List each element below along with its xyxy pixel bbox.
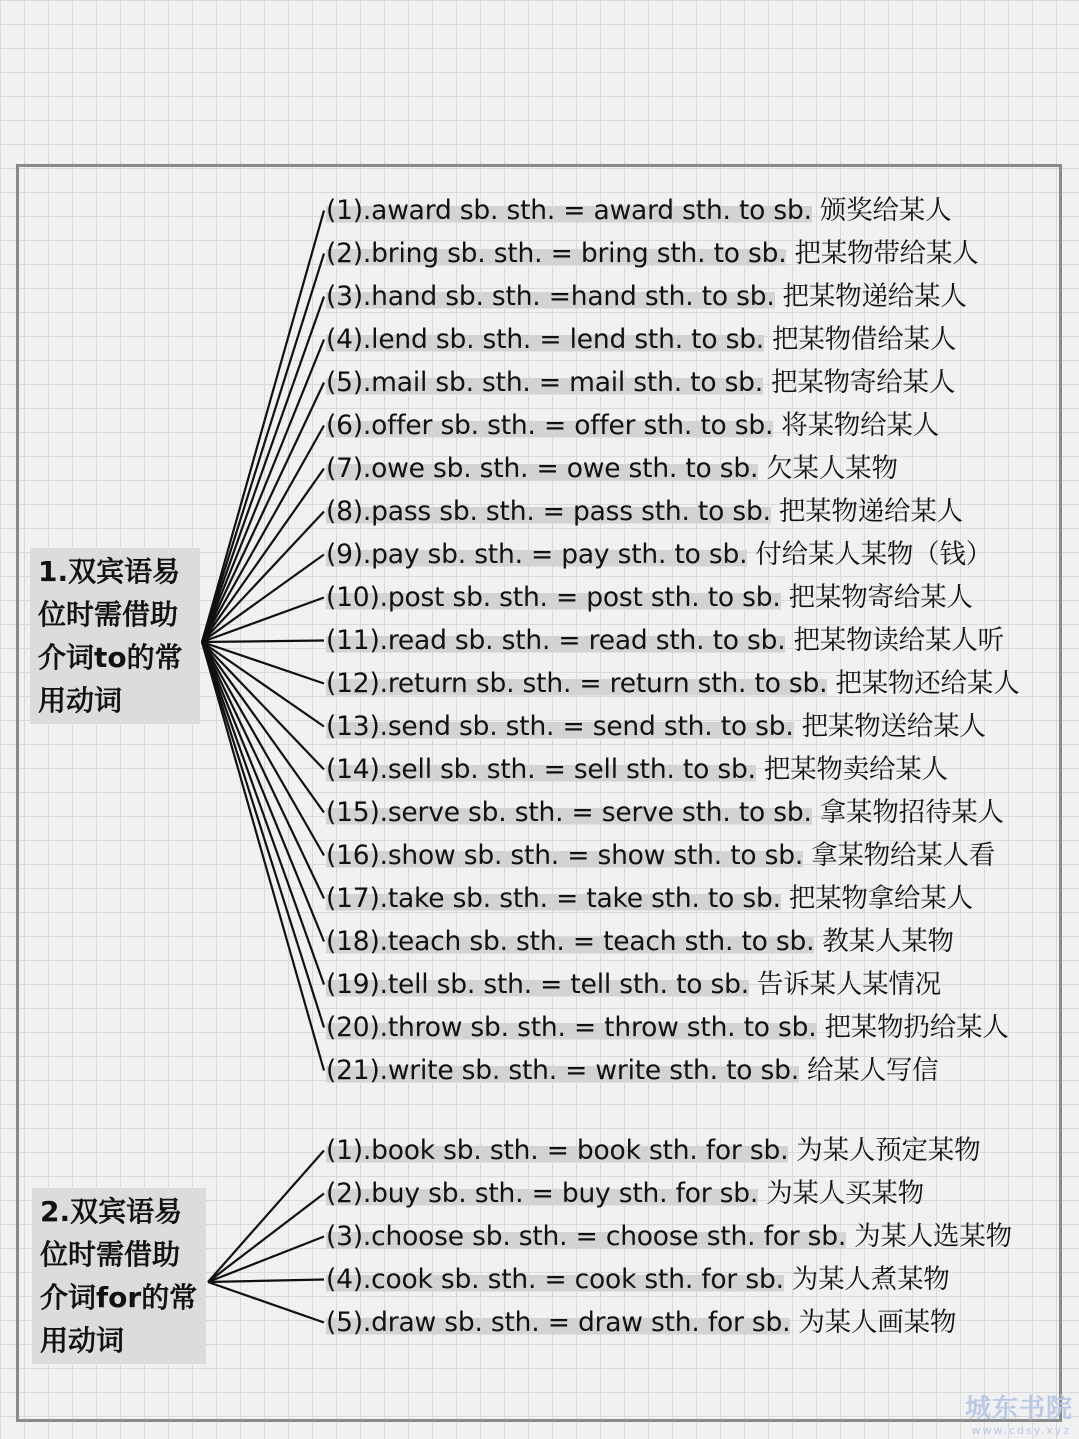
verb-pattern: (2).buy sb. sth. = buy sth. for sb. <box>326 1178 759 1209</box>
verb-meaning: 为某人买某物 <box>766 1178 924 1209</box>
list-item <box>326 404 1020 447</box>
verb-pattern: (12).return sb. sth. = return sth. to sb. <box>326 668 828 699</box>
list-item <box>326 189 1020 232</box>
verb-pattern: (2).bring sb. sth. = bring sth. to sb. <box>326 238 787 269</box>
verb-pattern: (3).hand sb. sth. =hand sth. to sb. <box>326 281 775 312</box>
verb-pattern: (8).pass sb. sth. = pass sth. to sb. <box>326 496 771 527</box>
watermark-url: www.cdsy.xyz <box>971 1424 1071 1437</box>
verb-pattern: (18).teach sb. sth. = teach sth. to sb. <box>326 926 815 957</box>
verb-pattern: (9).pay sb. sth. = pay sth. to sb. <box>326 539 748 570</box>
connector-line <box>208 1280 324 1283</box>
list-item <box>326 791 1020 834</box>
verb-pattern: (7).owe sb. sth. = owe sth. to sb. <box>326 453 759 484</box>
connector-line <box>202 642 324 856</box>
verb-pattern: (19).tell sb. sth. = tell sth. to sb. <box>326 969 749 1000</box>
verb-meaning: 把某物递给某人 <box>778 496 963 527</box>
list-item <box>326 1215 1012 1258</box>
connector-line <box>202 254 324 643</box>
verb-meaning: 把某物递给某人 <box>782 281 967 312</box>
verb-meaning: 为某人煮某物 <box>791 1264 950 1295</box>
list-item <box>326 275 1020 318</box>
list-item <box>326 705 1020 748</box>
list-item <box>326 1049 1020 1092</box>
list-item <box>326 1172 1012 1215</box>
list-item <box>326 748 1020 791</box>
verb-pattern: (14).sell sb. sth. = sell sth. to sb. <box>326 754 756 785</box>
list-item <box>326 834 1020 877</box>
group-1-title-line: 1.双宾语易 <box>38 555 181 588</box>
group-1-title-line: 位时需借助 <box>38 598 179 631</box>
verb-meaning: 给某人写信 <box>806 1055 939 1086</box>
verb-pattern: (5).draw sb. sth. = draw sth. for sb. <box>326 1307 791 1338</box>
verb-meaning: 把某物扔给某人 <box>824 1012 1009 1043</box>
verb-pattern: (5).mail sb. sth. = mail sth. to sb. <box>326 367 764 398</box>
verb-pattern: (1).award sb. sth. = award sth. to sb. <box>326 195 812 226</box>
verb-meaning: 教某人某物 <box>822 926 954 957</box>
list-item <box>326 1006 1020 1049</box>
verb-meaning: 为某人预定某物 <box>796 1135 981 1166</box>
list-item <box>326 533 1020 576</box>
verb-meaning: 把某物借给某人 <box>772 324 957 355</box>
verb-pattern: (13).send sb. sth. = send sth. to sb. <box>326 711 794 742</box>
verb-pattern: (15).serve sb. sth. = serve sth. to sb. <box>326 797 812 828</box>
connector-line <box>208 1194 324 1283</box>
group-2-title <box>32 1188 206 1364</box>
verb-meaning: 将某物给某人 <box>781 410 940 441</box>
verb-pattern: (20).throw sb. sth. = throw sth. to sb. <box>326 1012 817 1043</box>
connector-line <box>208 1282 324 1323</box>
verb-pattern: (6).offer sb. sth. = offer sth. to sb. <box>326 410 774 441</box>
connector-line <box>202 469 324 643</box>
verb-meaning: 把某物送给某人 <box>801 711 986 742</box>
verb-pattern: (3).choose sb. sth. = choose sth. for sb. <box>326 1221 847 1252</box>
verb-pattern: (21).write sb. sth. = write sth. to sb. <box>326 1055 799 1086</box>
connector-line <box>202 642 324 942</box>
verb-meaning: 拿某物给某人看 <box>811 840 996 871</box>
list-item <box>326 1258 1012 1301</box>
verb-pattern: (11).read sb. sth. = read sth. to sb. <box>326 625 786 656</box>
list-item <box>326 490 1020 533</box>
verb-meaning: 告诉某人某情况 <box>756 969 942 1000</box>
verb-meaning: 把某物寄给某人 <box>788 582 973 613</box>
verb-pattern: (4).lend sb. sth. = lend sth. to sb. <box>326 324 765 355</box>
connector-line <box>202 641 324 643</box>
verb-meaning: 付给某人某物（钱） <box>755 539 993 570</box>
group-2-title-line: 介词for的常 <box>40 1281 198 1314</box>
group-1-title <box>30 548 200 724</box>
connector-line <box>202 642 324 1028</box>
verb-pattern: (17).take sb. sth. = take sth. to sb. <box>326 883 781 914</box>
watermark-text: 城东书院 <box>964 1394 1073 1424</box>
verb-meaning: 把某物拿给某人 <box>788 883 973 914</box>
verb-meaning: 拿某物招待某人 <box>819 797 1004 828</box>
list-item <box>326 361 1020 404</box>
connector-line <box>202 426 324 643</box>
group-1-title-line: 用动词 <box>38 684 123 717</box>
verb-meaning: 欠某人某物 <box>766 453 898 484</box>
list-item <box>326 1301 1012 1344</box>
verb-meaning: 为某人选某物 <box>854 1221 1012 1252</box>
group-2-title-line: 位时需借助 <box>40 1238 181 1271</box>
list-item <box>326 619 1020 662</box>
verb-pattern: (4).cook sb. sth. = cook sth. for sb. <box>326 1264 784 1295</box>
verb-meaning: 颁奖给某人 <box>819 195 952 226</box>
list-item <box>326 447 1020 490</box>
verb-meaning: 把某物还给某人 <box>835 668 1020 699</box>
list-item <box>326 662 1020 705</box>
verb-meaning: 为某人画某物 <box>798 1307 957 1338</box>
list-item <box>326 576 1020 619</box>
verb-meaning: 把某物读给某人听 <box>793 625 1004 656</box>
verb-meaning: 把某物寄给某人 <box>771 367 956 398</box>
list-item <box>326 920 1020 963</box>
connector-line <box>202 340 324 643</box>
verb-pattern: (10).post sb. sth. = post sth. to sb. <box>326 582 781 613</box>
connector-line <box>202 642 324 813</box>
verb-pattern: (16).show sb. sth. = show sth. to sb. <box>326 840 804 871</box>
connector-line <box>208 1237 324 1283</box>
verb-meaning: 把某物带给某人 <box>794 238 979 269</box>
list-item <box>326 1129 1012 1172</box>
group-2-title-line: 用动词 <box>40 1324 125 1357</box>
group-1-verb-list <box>326 189 1020 1092</box>
list-item <box>326 877 1020 920</box>
verb-pattern: (1).book sb. sth. = book sth. for sb. <box>326 1135 789 1166</box>
connector-line <box>202 297 324 643</box>
list-item <box>326 963 1020 1006</box>
verb-meaning: 把某物卖给某人 <box>763 754 948 785</box>
group-2-verb-list <box>326 1129 1012 1344</box>
connector-line <box>208 1151 324 1283</box>
group-1-title-line: 介词to的常 <box>38 641 183 674</box>
list-item <box>326 318 1020 361</box>
list-item <box>326 232 1020 275</box>
connector-line <box>202 642 324 684</box>
group-2-title-line: 2.双宾语易 <box>40 1195 183 1228</box>
connector-line <box>202 642 324 985</box>
